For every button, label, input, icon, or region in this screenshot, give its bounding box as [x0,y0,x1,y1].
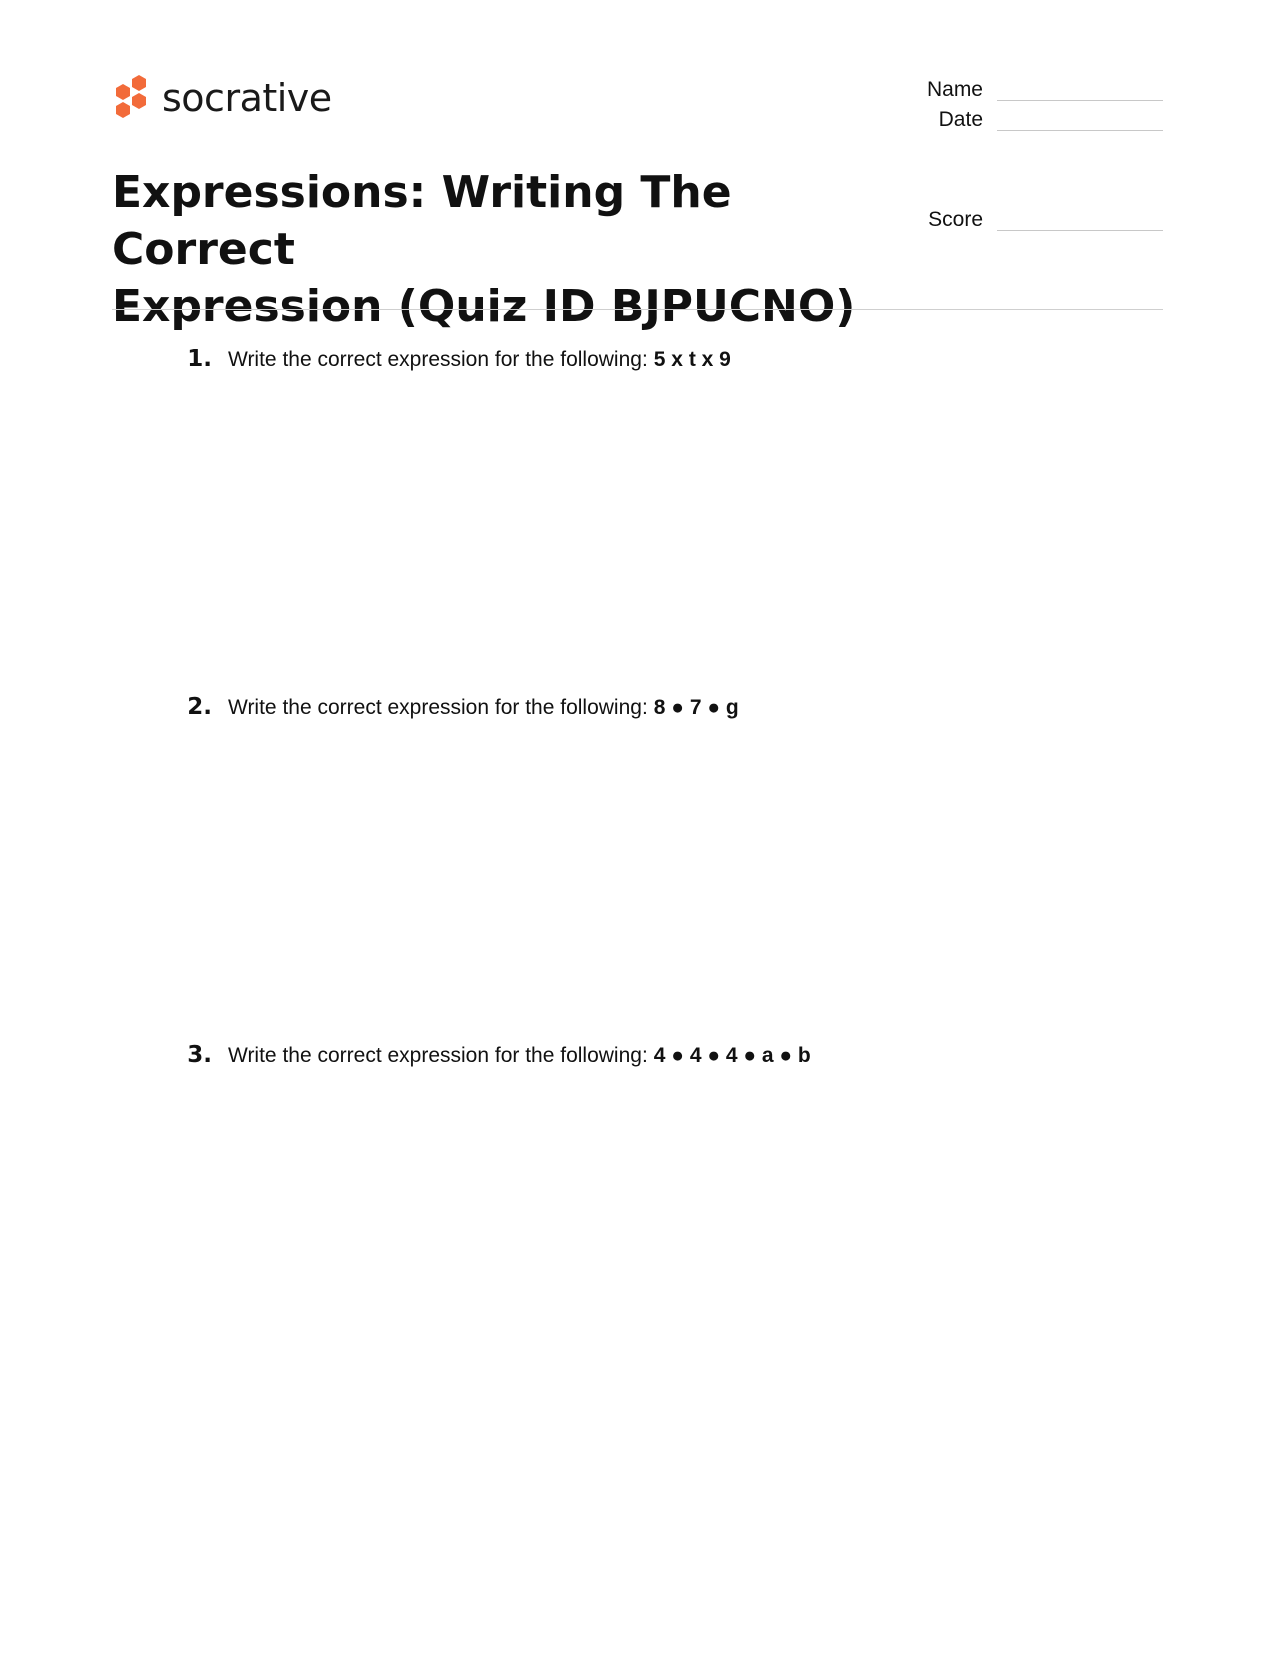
question-expression: 4 ● 4 ● 4 ● a ● b [653,1044,811,1067]
brand-name: socrative [162,76,332,120]
brand-logo [112,72,332,124]
name-label: Name [926,78,983,101]
hexagon-cluster-icon [112,73,152,123]
question-text: Write the correct expression for the following: [228,348,648,371]
question-text: Write the correct expression for the following: [228,1044,648,1067]
title-line-1: Expressions: Writing The Correct [112,167,732,275]
question-text: Write the correct expression for the following: [228,696,648,719]
question-number: 2. [187,694,212,720]
score-line [997,229,1163,231]
question-expression: 5 x t x 9 [653,348,731,371]
header-divider [112,309,1163,310]
title-line-2: Expression (Quiz ID BJPUCNO) [112,281,856,332]
date-label: Date [938,108,983,131]
question-1 [168,346,731,372]
score-label: Score [928,208,983,231]
score-field [873,208,1163,232]
name-line [997,99,1163,101]
question-number: 1. [187,346,212,372]
date-line [997,129,1163,131]
question-2 [168,694,739,720]
question-3 [168,1042,811,1068]
question-number: 3. [187,1042,212,1068]
date-field [873,108,1163,132]
name-field [873,78,1163,102]
question-expression: 8 ● 7 ● g [653,696,739,719]
